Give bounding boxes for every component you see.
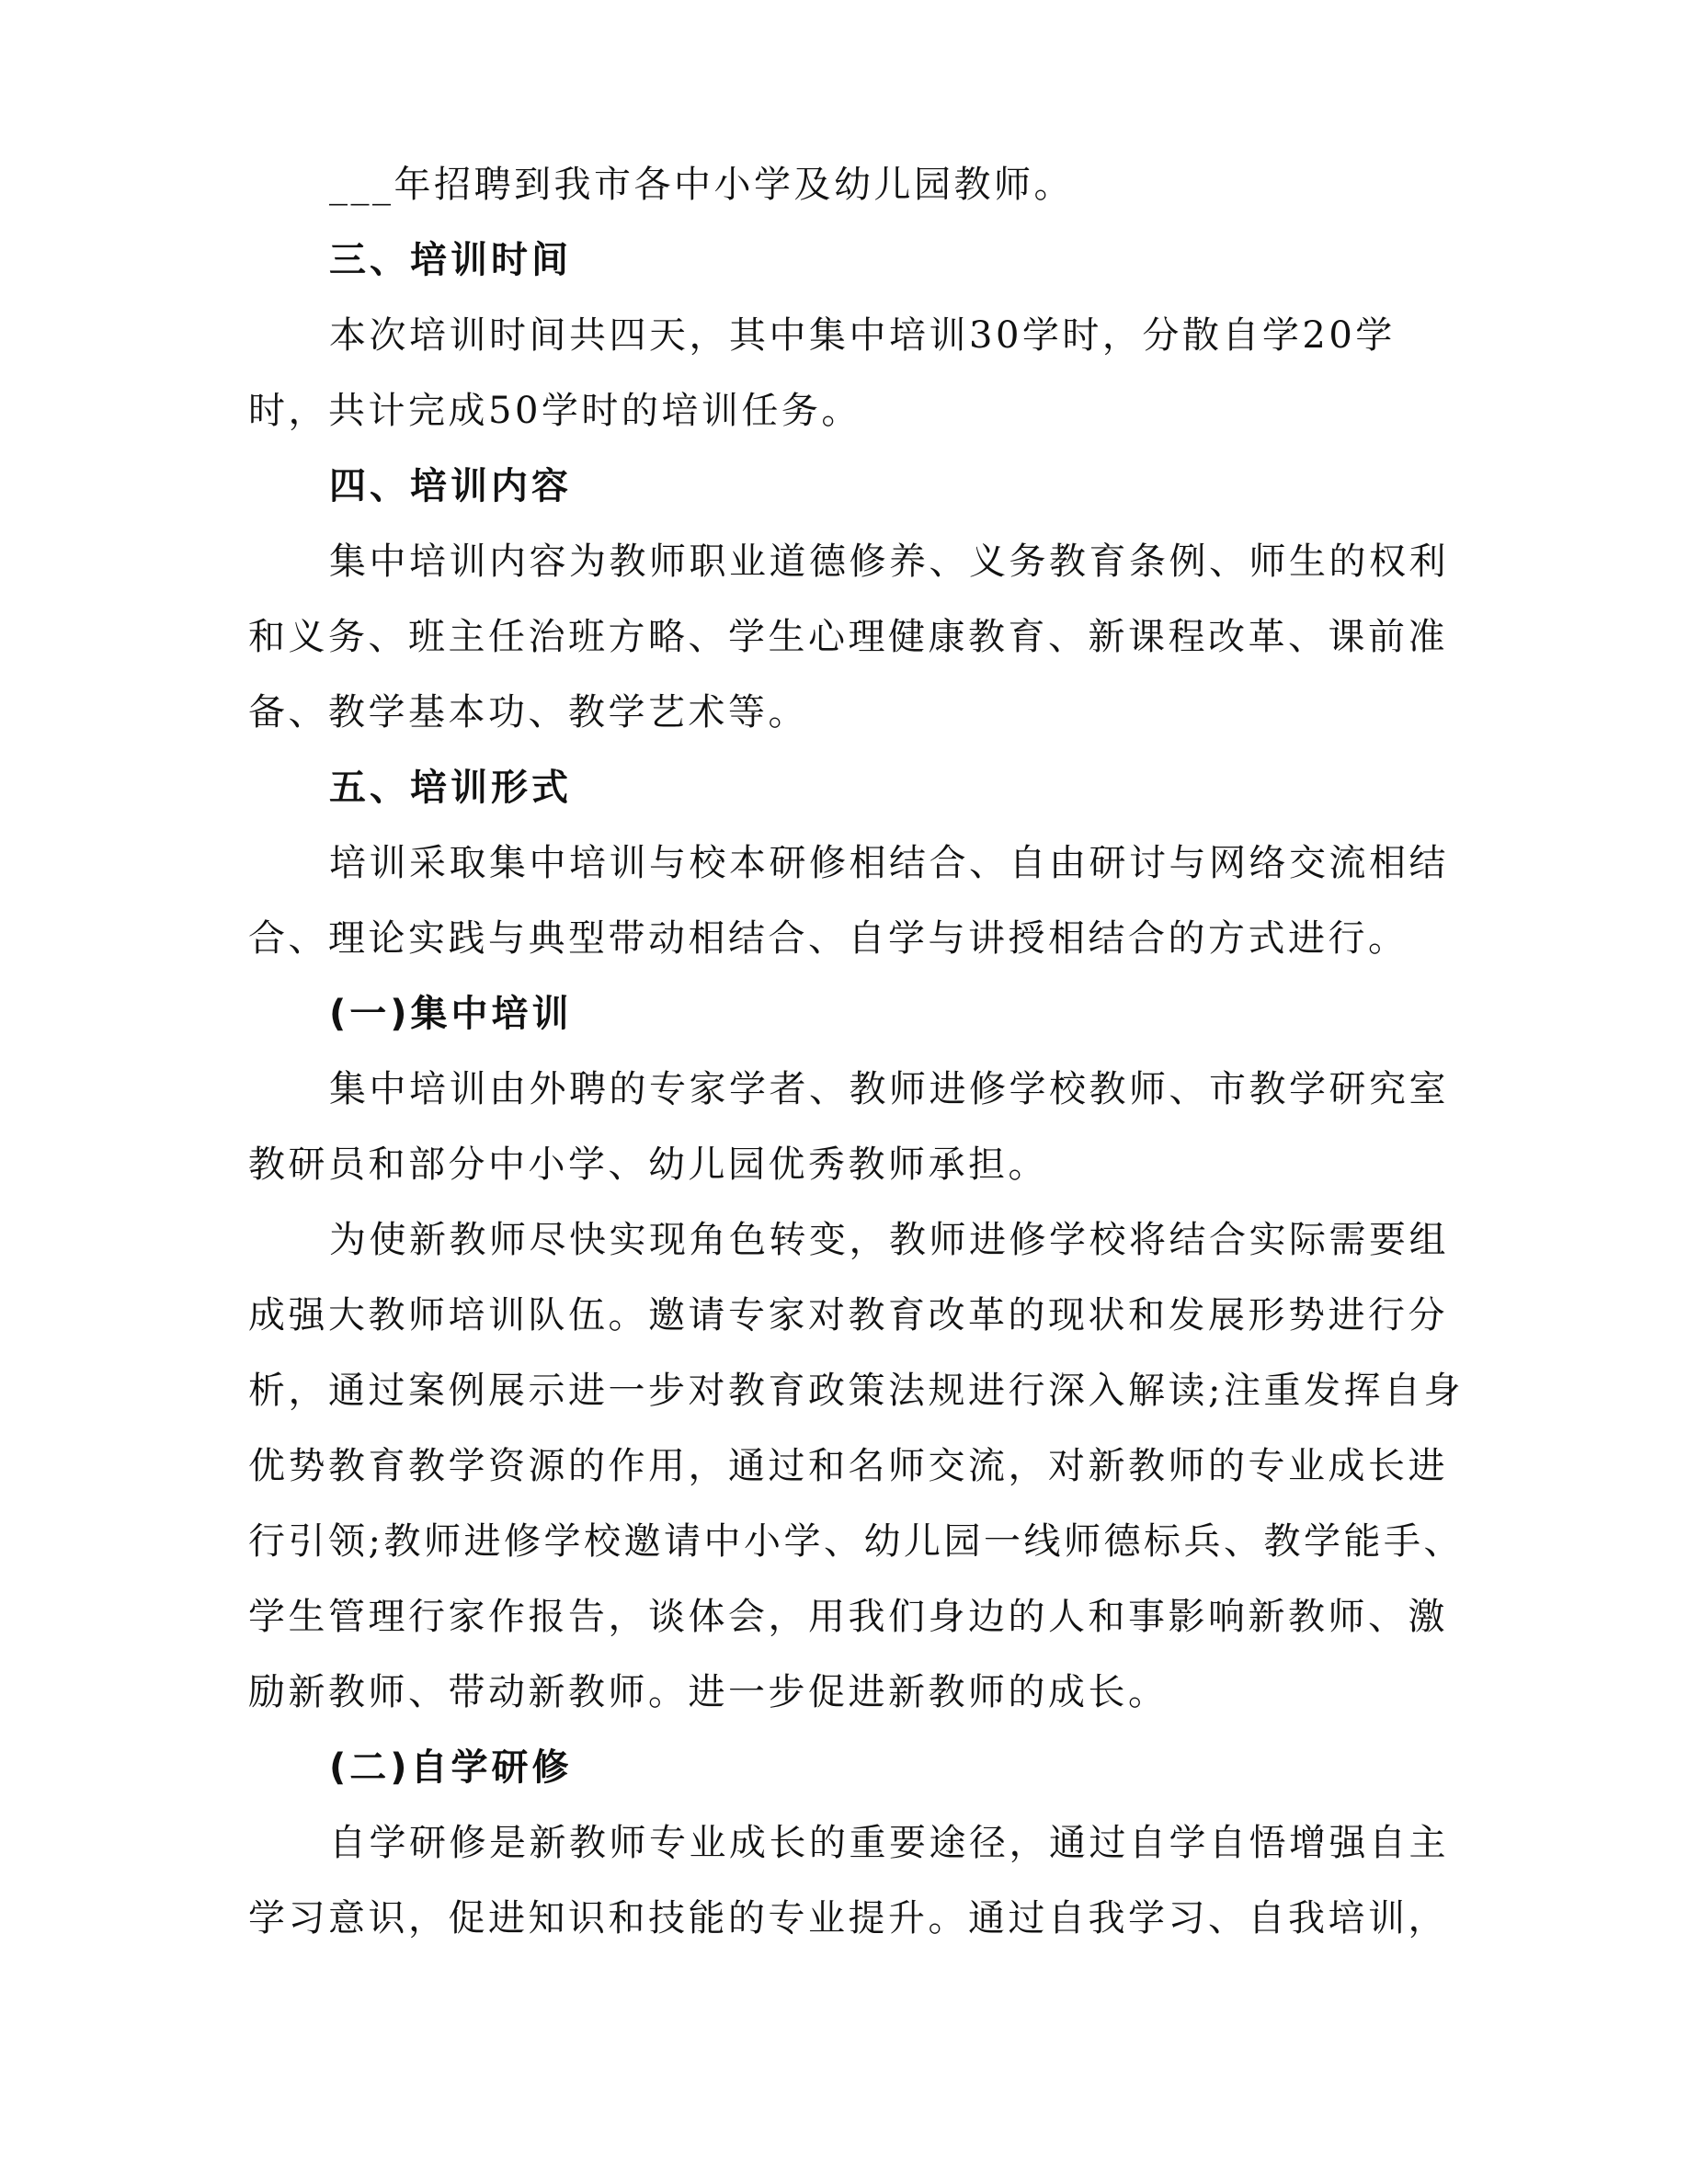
paragraph-line: 为使新教师尽快实现角色转变，教师进修学校将结合实际需要组 (329, 1219, 1449, 1261)
paragraph-line: 行引领;教师进修学校邀请中小学、幼儿园一线师德标兵、教学能手、 (248, 1520, 1464, 1563)
paragraph-line: 时，共计完成50学时的培训任务。 (248, 390, 861, 432)
paragraph-line: 本次培训时间共四天，其中集中培训30学时，分散自学20学 (329, 314, 1396, 357)
paragraph-line: 合、理论实践与典型带动相结合、自学与讲授相结合的方式进行。 (248, 917, 1409, 960)
paragraph-line: 学生管理行家作报告，谈体会，用我们身边的人和事影响新教师、激 (248, 1596, 1448, 1638)
subsection-heading-centralized-training: (一)集中培训 (329, 993, 573, 1035)
paragraph-line: 备、教学基本功、教学艺术等。 (248, 691, 808, 734)
paragraph-line: 优势教育教学资源的作用，通过和名师交流，对新教师的专业成长进 (248, 1445, 1448, 1487)
section-heading-training-time: 三、培训时间 (329, 239, 572, 281)
paragraph-line: 成强大教师培训队伍。邀请专家对教育改革的现状和发展形势进行分 (248, 1294, 1448, 1337)
subsection-heading-self-study: (二)自学研修 (329, 1746, 573, 1789)
paragraph-line: 教研员和部分中小学、幼儿园优秀教师承担。 (248, 1143, 1048, 1186)
paragraph-line: 集中培训内容为教师职业道德修养、义务教育条例、师生的权利 (329, 540, 1449, 583)
paragraph-line: 自学研修是新教师专业成长的重要途径，通过自学自悟增强自主 (329, 1822, 1449, 1864)
section-heading-training-content: 四、培训内容 (329, 465, 572, 507)
document-page (248, 147, 1464, 1956)
paragraph-line: 析，通过案例展示进一步对教育政策法规进行深入解读;注重发挥自身 (248, 1370, 1464, 1412)
section-heading-training-form: 五、培训形式 (329, 767, 572, 809)
paragraph-line: 和义务、班主任治班方略、学生心理健康教育、新课程改革、课前准 (248, 616, 1448, 658)
paragraph-line: 集中培训由外聘的专家学者、教师进修学校教师、市教学研究室 (329, 1068, 1449, 1110)
paragraph-line: 励新教师、带动新教师。进一步促进新教师的成长。 (248, 1671, 1169, 1713)
paragraph-line: 学习意识，促进知识和技能的专业提升。通过自我学习、自我培训， (248, 1897, 1448, 1939)
paragraph-line: ___年招聘到我市各中小学及幼儿园教师。 (329, 164, 1074, 206)
paragraph-line: 培训采取集中培训与校本研修相结合、自由研讨与网络交流相结 (329, 842, 1449, 884)
